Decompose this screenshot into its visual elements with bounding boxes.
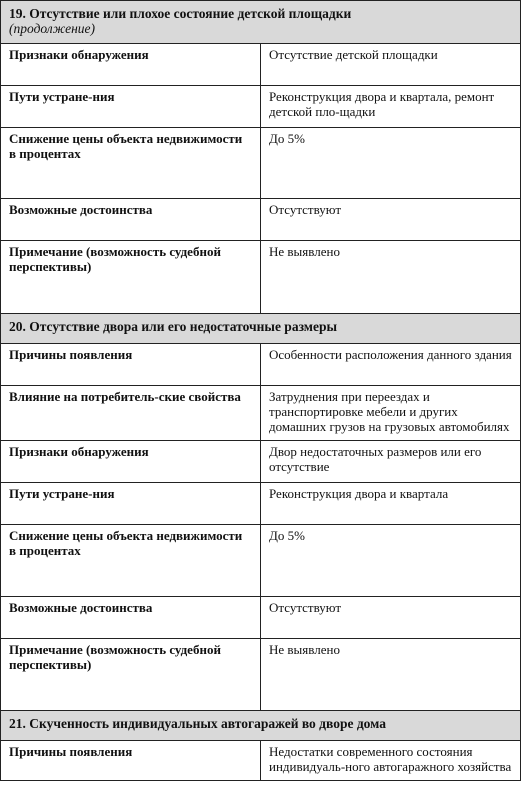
row-value: До 5% (261, 128, 521, 199)
row-label: Снижение цены объекта недвижимости в процентах (1, 128, 261, 199)
table-row (1, 483, 521, 525)
row-value: Двор недостаточных размеров или его отсутствие (261, 441, 521, 483)
section-subtitle: (продолжение) (9, 21, 96, 36)
row-label: Возможные достоинства (1, 597, 261, 639)
table-row (1, 741, 521, 781)
row-value: Не выявлено (261, 639, 521, 711)
row-value: Реконструкция двора и квартала, ремонт детской пло-щадки (261, 86, 521, 128)
table-row (1, 86, 521, 128)
row-label: Влияние на потребитель-ские свойства (1, 386, 261, 441)
row-value: Отсутствуют (261, 199, 521, 241)
table-row (1, 241, 521, 314)
row-label: Причины появления (1, 344, 261, 386)
section-header (1, 1, 521, 44)
row-value: Реконструкция двора и квартала (261, 483, 521, 525)
table-row (1, 441, 521, 483)
row-label: Примечание (возможность судебной перспективы) (1, 241, 261, 314)
section-header (1, 314, 521, 344)
row-label: Примечание (возможность судебной перспективы) (1, 639, 261, 711)
row-label: Пути устране-ния (1, 86, 261, 128)
row-label: Причины появления (1, 741, 261, 781)
table-row (1, 344, 521, 386)
table-row (1, 525, 521, 597)
row-value: Не выявлено (261, 241, 521, 314)
table-row (1, 128, 521, 199)
section-title: 19. Отсутствие или плохое состояние детской площадки (9, 6, 352, 21)
table-row (1, 386, 521, 441)
row-label: Снижение цены объекта недвижимости в процентах (1, 525, 261, 597)
section-header (1, 711, 521, 741)
section-title: 21. Скученность индивидуальных автогаражей во дворе дома (9, 716, 386, 731)
table-row (1, 199, 521, 241)
section-title: 20. Отсутствие двора или его недостаточные размеры (9, 319, 338, 334)
row-label: Признаки обнаружения (1, 44, 261, 86)
row-value: Отсутствуют (261, 597, 521, 639)
row-value: Особенности расположения данного здания (261, 344, 521, 386)
row-label: Признаки обнаружения (1, 441, 261, 483)
row-value: Затруднения при переездах и транспортировке мебели и других домашних грузов на грузовых автомобилях (261, 386, 521, 441)
row-label: Пути устране-ния (1, 483, 261, 525)
table-row (1, 597, 521, 639)
row-value: До 5% (261, 525, 521, 597)
row-value: Отсутствие детской площадки (261, 44, 521, 86)
row-label: Возможные достоинства (1, 199, 261, 241)
table-row (1, 639, 521, 711)
table-row (1, 44, 521, 86)
row-value: Недостатки современного состояния индивидуаль-ного автогаражного хозяйства (261, 741, 521, 781)
